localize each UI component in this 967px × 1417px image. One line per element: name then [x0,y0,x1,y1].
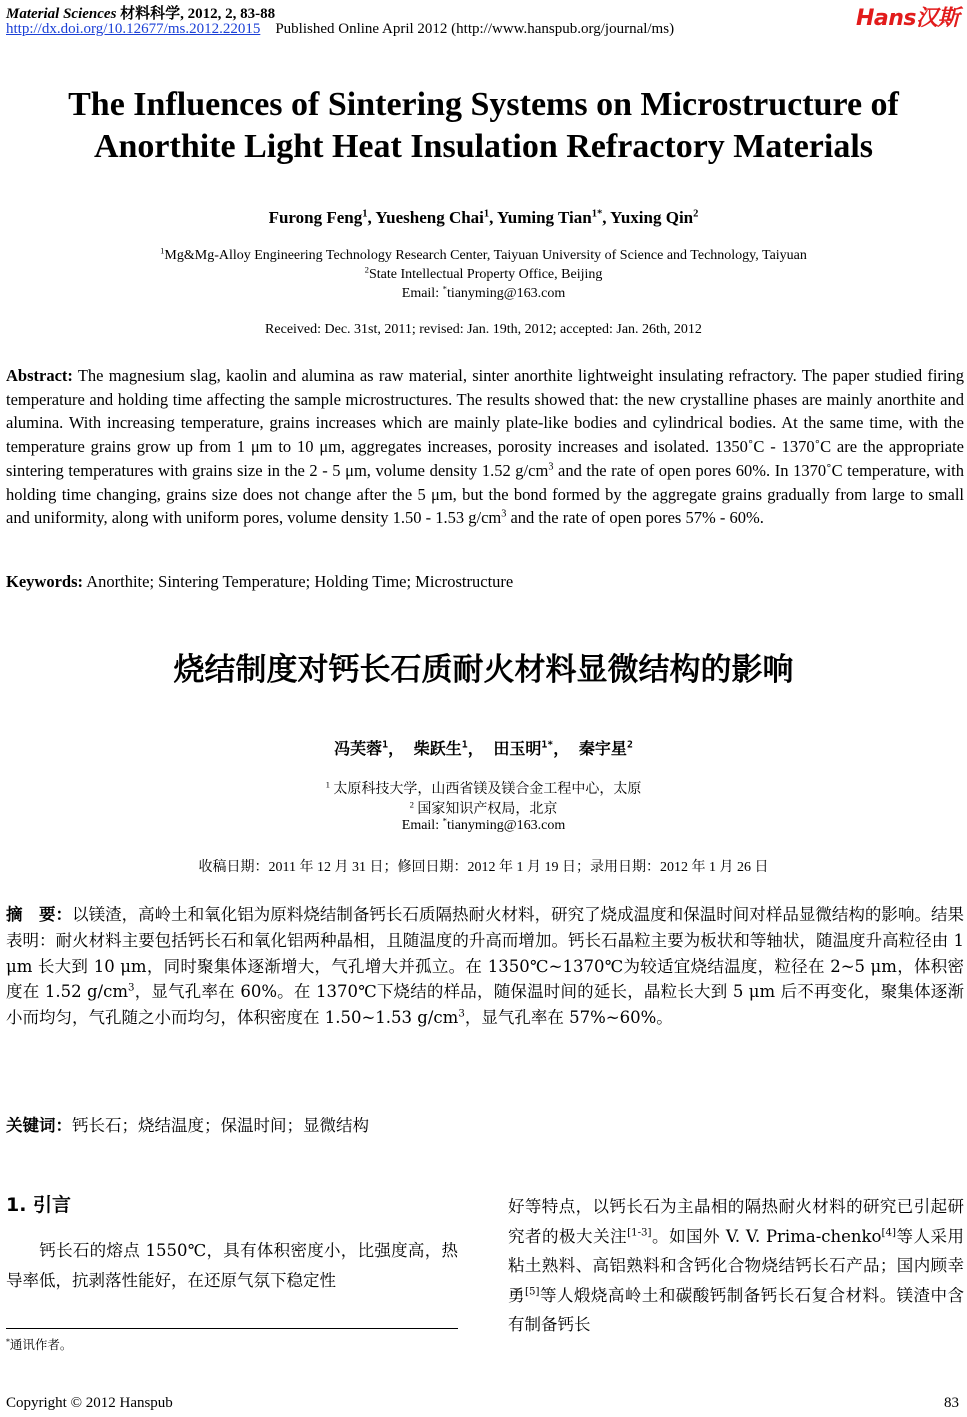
affiliation-cn-1: $^1$ 太原科技大学，山西省镁及镁合金工程中心，太原 [325,779,642,797]
affiliation-en-1: $^1$Mg&Mg-Alloy Engineering Technology Research Center, Taiyuan University of Science and Technology, Taiyuan [160,245,807,263]
title-line-2: Anorthite Light Heat Insulation Refractory Materials [93,128,874,165]
affiliation-cn-2: $^2$ 国家知识产权局，北京 [409,799,558,817]
authors-cn: 冯芙蓉$^1$， 柴跃生$^1$， 田玉明$^{1*}$， 秦宇星$^2$ [334,739,633,758]
page-number: 83 [944,1395,959,1411]
title-line-1: The Influences of Sintering Systems on Microstructure of [68,86,899,123]
published-online: Published Online April 2012 (http://www.hanspub.org/journal/ms) [275,21,675,37]
journal-name: Material Sciences [6,6,117,22]
doi-line [6,21,674,38]
received-dates-cn: 收稿日期：2011 年 12 月 31 日；修回日期：2012 年 1 月 19 日；录用日期：2012 年 1 月 26 日 [198,860,769,875]
footnote: *通讯作者。 [6,1336,73,1352]
affiliation-en-2: $^2$State Intellectual Property Office, Beijing [364,264,603,282]
doi-link[interactable]: http://dx.doi.org/10.12677/ms.2012.22015 [6,21,261,37]
paper-title-cn: 烧结制度对钙长石质耐火材料显微结构的影响 [173,652,794,688]
intro-left-column: 钙长石的熔点 1550℃，具有体积密度小，比强度高，热导率低，抗剥落性能好，在还原气氛下稳定性 [6,1241,458,1290]
intro-right-column: 好等特点，以钙长石为主晶相的隔热耐火材料的研究已引起研究者的极大关注[1-3]。如国外 V. V. Prima-chenko[4]等人采用粘土熟料、高铝熟料和含钙化合物烧结钙长石产品；国内顾幸勇[5]等人煅烧高岭土和碳酸钙制备钙长石复合材料。镁渣中含有制备钙长 [508,1197,965,1334]
journal-name-cn: 材料科学 [120,6,181,22]
paper-title-en [0,84,967,168]
hans-logo: Hans汉斯 [855,6,959,31]
section-heading-intro: 1. 引言 [6,1194,72,1216]
footnote-rule [6,1328,458,1329]
abstract-en: Abstract: The magnesium slag, kaolin and alumina as raw material, sinter anorthite lightweight insulating refractory. The paper studied firing temperature and holding time affecting the sample microstructures. The results showed that: the new crystalline phases are mainly anorthite and alumina. With increasing temperature, grains increases which are mainly plate-like bodies and cylindrical bodies. At the same time, with the temperature grains grow up from 1 μm to 10 μm, aggregates increases, porosity increases and isolated. 1350˚C - 1370˚C are the appropriate sintering temperatures with grains size in the 2 - 5 μm, volume density 1.52 $g/cm^3$ and the rate of open pores 60%. In 1370˚C temperature, with holding time changing, grains size does not change after the 5 μm, but the bond formed by the aggregate grains gradually from large to small and uniformity, along with uniform pores, volume density 1.50 - 1.53 $g/cm^3$ and the rate of open pores 57% - 60%. [6,366,965,528]
abstract-cn: 摘 要：以镁渣，高岭土和氧化铝为原料烧结制备钙长石质隔热耐火材料，研究了烧成温度和保温时间对样品显微结构的影响。结果表明：耐火材料主要包括钙长石和氧化铝两种晶相，且随温度的升高而增加。钙长石晶粒主要为板状和等轴状，随温度升高粒径由 1 μm 长大到 10 μm，同时聚集体逐渐增大，气孔增大并孤立。在 1350℃~1370℃为较适宜烧结温度，粒径在 2~5 μm，体积密度在 1.52 $g/cm^3$，显气孔率在 60%。在 1370℃下烧结的样品，随保温时间的延长，晶粒长大到 5 μm 后不再变化，聚集体逐渐小而均匀，气孔随之小而均匀，体积密度在 1.50~1.53 $g/cm^3$，显气孔率在 57%~60%。 [6,905,965,1028]
volume-info: , 2012, 2, 83-88 [180,6,276,22]
email-cn: Email: *tianyming@163.com [401,815,566,833]
email-en: Email: *tianyming@163.com [401,283,566,301]
keywords-en: Keywords: Anorthite; Sintering Temperature; Holding Time; Microstructure [6,572,514,591]
authors-en: Furong Feng$^1$, Yuesheng Chai$^1$, Yuming Tian$^{1*}$, Yuxing Qin$^2$ [268,208,699,227]
journal-header [6,2,275,23]
received-dates-en: Received: Dec. 31st, 2011; revised: Jan. 19th, 2012; accepted: Jan. 26th, 2012 [265,322,702,337]
copyright: Copyright © 2012 Hanspub [6,1395,173,1411]
keywords-cn: 关键词：钙长石；烧结温度；保温时间；显微结构 [6,1116,369,1135]
